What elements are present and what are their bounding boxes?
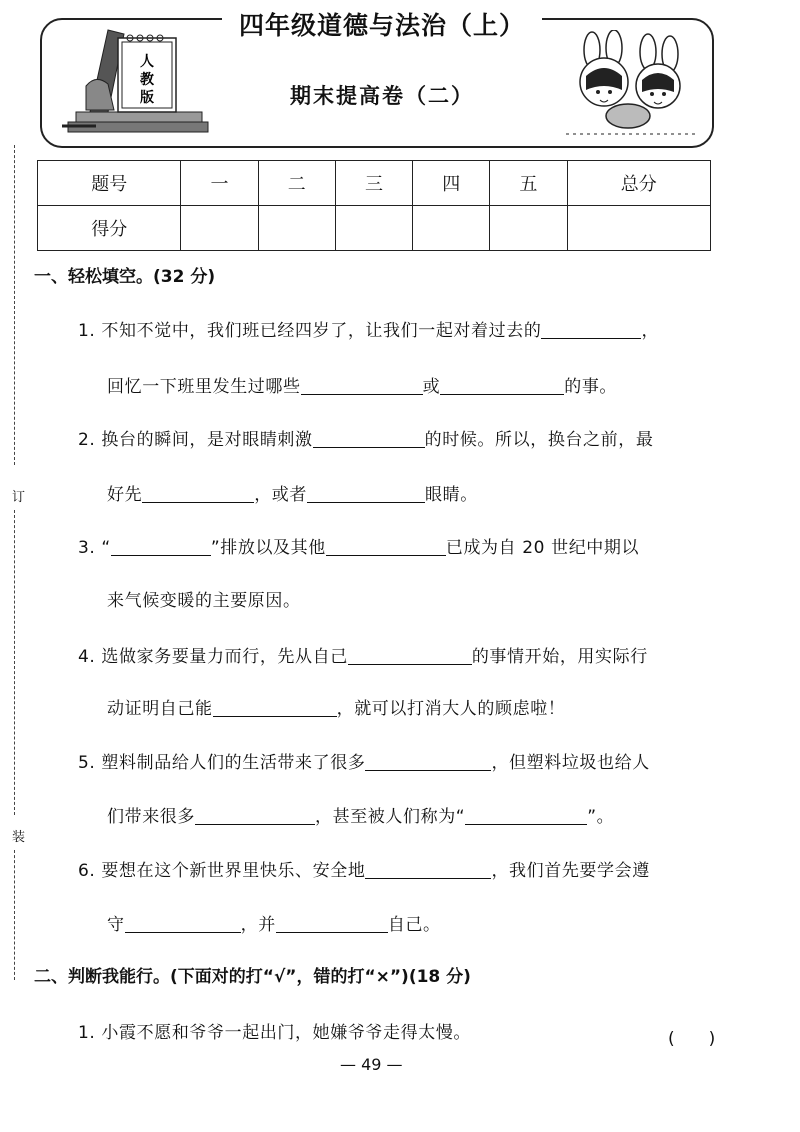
judgement-question-1: 1. 小霞不愿和爷爷一起出门，她嫌爷爷走得太慢。: [78, 1023, 472, 1043]
question-2-line-1: [78, 425, 728, 450]
q1-text-d: 或: [422, 377, 441, 397]
score-table-score-row: [38, 206, 711, 251]
q4-blank-1[interactable]: [348, 647, 472, 665]
question-3-line-2: [107, 586, 757, 611]
book-badge-char-3: 版: [140, 90, 154, 106]
score-header-cell: 一: [181, 161, 258, 206]
q6-blank-2[interactable]: [125, 915, 241, 933]
q6-text-d: ，并: [240, 915, 276, 935]
q5-blank-1[interactable]: [365, 753, 491, 771]
q1-blank-3[interactable]: [440, 377, 564, 395]
q4-text-b: 的事情开始，用实际行: [471, 647, 648, 667]
q6-blank-3[interactable]: [276, 915, 388, 933]
book-badge-char-1: 人: [140, 54, 154, 70]
page-title: 四年级道德与法治（上）: [238, 11, 525, 40]
score-header-cell: 二: [258, 161, 335, 206]
q6-text-c: 守: [107, 915, 125, 935]
score-table-header-row: [38, 161, 711, 206]
score-input-cell[interactable]: [413, 206, 490, 251]
question-4-line-2: [107, 694, 757, 719]
question-3-line-1: [78, 533, 728, 558]
q1-text-b: ，: [641, 321, 660, 341]
q1-text-c: 回忆一下班里发生过哪些: [107, 377, 301, 397]
section-1-heading: 一、轻松填空。(32 分): [34, 267, 216, 287]
q2-text-b: 的时候。所以，换台之前，最: [424, 430, 654, 450]
score-input-cell[interactable]: [490, 206, 567, 251]
question-5-line-1: [78, 748, 728, 773]
q3-text-b: ”排放以及其他: [210, 538, 326, 558]
q6-blank-1[interactable]: [365, 861, 491, 879]
q2-blank-1[interactable]: [313, 430, 425, 448]
q3-blank-1[interactable]: [111, 538, 211, 556]
score-row-label: 得分: [38, 206, 181, 251]
binding-mark-ding: 订: [12, 490, 26, 505]
score-header-cell: 题号: [38, 161, 181, 206]
score-input-cell[interactable]: [181, 206, 258, 251]
q1-text-a: 1. 不知不觉中，我们班已经四岁了，让我们一起对着过去的: [78, 321, 542, 341]
binding-line-mid: [14, 510, 15, 815]
q1-blank-2[interactable]: [301, 377, 423, 395]
q3-text-a: 3. “: [78, 538, 111, 558]
page-subtitle: 期末提高卷（二）: [290, 83, 474, 108]
q2-text-d: ，或者: [254, 485, 308, 505]
q1-blank-1[interactable]: [541, 321, 641, 339]
cartoon-kids-illustration: [562, 30, 702, 140]
score-input-cell[interactable]: [335, 206, 412, 251]
q6-text-b: ，我们首先要学会遵: [491, 861, 650, 881]
score-header-cell: 五: [490, 161, 567, 206]
q3-text-d: 来气候变暖的主要原因。: [107, 591, 301, 611]
question-1-line-2: [107, 372, 757, 397]
q5-text-e: ”。: [587, 807, 615, 827]
score-input-cell[interactable]: [258, 206, 335, 251]
question-4-line-1: [78, 642, 728, 667]
question-2-line-2: [107, 480, 757, 505]
q2-text-c: 好先: [107, 485, 143, 505]
score-header-cell: 总分: [567, 161, 710, 206]
q4-text-c: 动证明自己能: [107, 699, 213, 719]
q3-blank-2[interactable]: [326, 538, 446, 556]
score-header-cell: 三: [335, 161, 412, 206]
binding-mark-zhuang: 装: [12, 830, 26, 845]
section-2-heading: 二、判断我能行。(下面对的打“√”，错的打“×”)(18 分): [34, 967, 471, 987]
binding-line-bottom: [14, 850, 15, 980]
q5-text-c: 们带来很多: [107, 807, 195, 827]
q4-text-a: 4. 选做家务要量力而行，先从自己: [78, 647, 348, 667]
q6-text-a: 6. 要想在这个新世界里快乐、安全地: [78, 861, 366, 881]
question-5-line-2: [107, 802, 757, 827]
q4-text-d: ，就可以打消大人的顾虑啦！: [336, 699, 566, 719]
q5-text-d: ，甚至被人们称为“: [315, 807, 466, 827]
q6-text-e: 自己。: [387, 915, 441, 935]
q4-blank-2[interactable]: [213, 699, 337, 717]
q2-blank-3[interactable]: [307, 485, 425, 503]
question-6-line-2: [107, 910, 757, 935]
book-badge-char-2: 教: [140, 72, 154, 88]
question-6-line-1: [78, 856, 728, 881]
score-input-cell[interactable]: [567, 206, 710, 251]
q2-blank-2[interactable]: [142, 485, 254, 503]
judgement-answer-box-1[interactable]: ( ): [668, 1029, 716, 1049]
book-illustration: [62, 26, 222, 140]
q3-text-c: 已成为自 20 世纪中期以: [445, 538, 640, 558]
score-header-cell: 四: [413, 161, 490, 206]
q5-blank-2[interactable]: [195, 807, 315, 825]
q2-text-e: 眼睛。: [425, 485, 478, 505]
q5-blank-3[interactable]: [465, 807, 587, 825]
q1-text-e: 的事。: [564, 377, 618, 397]
q5-text-a: 5. 塑料制品给人们的生活带来了很多: [78, 753, 366, 773]
score-table: [37, 160, 711, 251]
q5-text-b: ，但塑料垃圾也给人: [491, 753, 650, 773]
q2-text-a: 2. 换台的瞬间，是对眼睛刺激: [78, 430, 313, 450]
page-number: — 49 —: [340, 1055, 403, 1074]
question-1-line-1: [78, 316, 728, 341]
binding-line-top: [14, 145, 15, 465]
